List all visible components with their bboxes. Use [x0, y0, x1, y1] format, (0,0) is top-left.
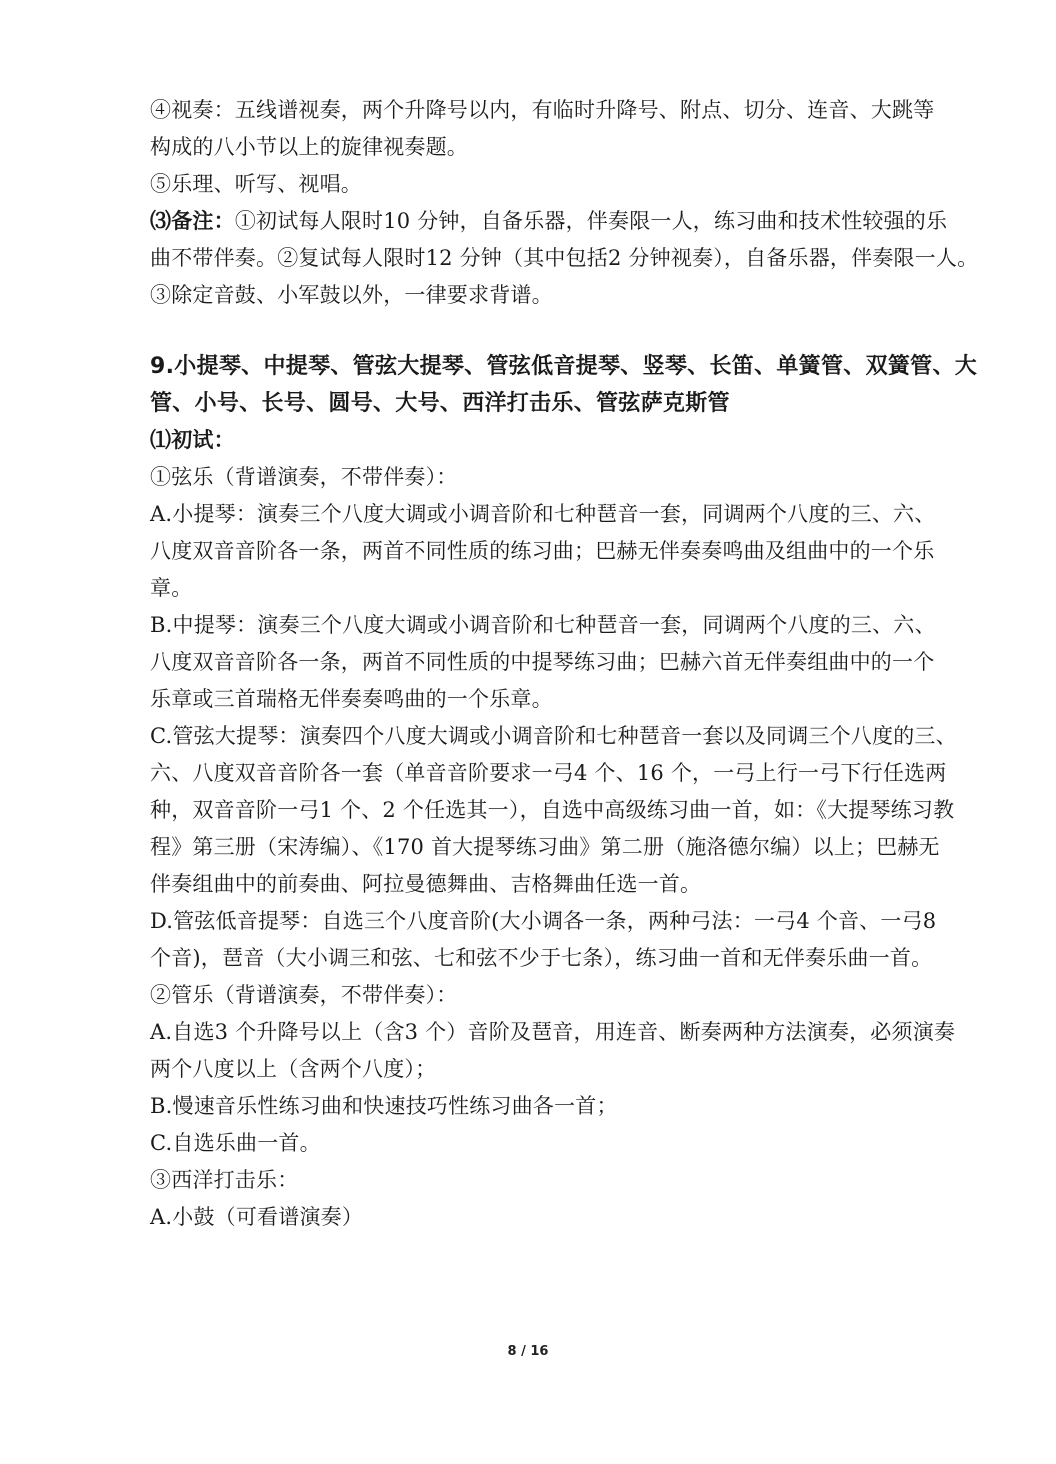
text-line: ③西洋打击乐： [150, 1168, 299, 1192]
text-line: A.小提琴：演奏三个八度大调或小调音阶和七种琶音一套，同调两个八度的三、六、 [150, 502, 936, 526]
page-number: 8 / 16 [507, 1344, 549, 1359]
section-heading: 管、小号、长号、圆号、大号、西洋打击乐、管弦萨克斯管 [150, 391, 730, 416]
text-line: ①弦乐（背谱演奏，不带伴奏）： [150, 465, 458, 489]
text-line: 曲不带伴奏。②复试每人限时12 分钟（其中包括2 分钟视奏），自备乐器，伴奏限一人。 [150, 246, 979, 270]
text-line: 章。 [150, 576, 193, 600]
text-line: 六、八度双音音阶各一套（单音音阶要求一弓4 个、16 个，一弓上行一弓下行任选两 [150, 761, 947, 785]
document-body [150, 92, 979, 1236]
notes-line [150, 203, 948, 240]
text-line: C.管弦大提琴：演奏四个八度大调或小调音阶和七种琶音一套以及同调三个八度的三、 [150, 724, 957, 748]
text-line: D.管弦低音提琴：自选三个八度音阶(大小调各一条，两种弓法：一弓4 个音、一弓8 [150, 909, 937, 933]
text-line: A.自选3 个升降号以上（含3 个）音阶及琶音，用连音、断奏两种方法演奏，必须演奏 [150, 1020, 956, 1044]
text-line: 八度双音音阶各一条，两首不同性质的练习曲；巴赫无伴奏奏鸣曲及组曲中的一个乐 [150, 539, 935, 563]
text-line: A.小鼓（可看谱演奏） [150, 1205, 364, 1229]
text-line: 伴奏组曲中的前奏曲、阿拉曼德舞曲、吉格舞曲任选一首。 [150, 872, 702, 896]
section-heading: 9.小提琴、中提琴、管弦大提琴、管弦低音提琴、竖琴、长笛、单簧管、双簧管、大 [150, 354, 978, 379]
notes-text: ①初试每人限时10 分钟，自备乐器，伴奏限一人，练习曲和技术性较强的乐 [234, 209, 948, 233]
text-line: ②管乐（背谱演奏，不带伴奏）： [150, 983, 458, 1007]
text-line: C.自选乐曲一首。 [150, 1131, 321, 1155]
text-line: 程》第三册（宋涛编）、《170 首大提琴练习曲》第二册（施洛德尔编）以上；巴赫无 [150, 835, 940, 859]
notes-label: ⑶备注： [150, 209, 235, 233]
text-line: 乐章或三首瑞格无伴奏奏鸣曲的一个乐章。 [150, 687, 553, 711]
text-line: ⑤乐理、听写、视唱。 [150, 172, 362, 196]
spacer [150, 314, 910, 348]
text-line: 构成的八小节以上的旋律视奏题。 [150, 135, 468, 159]
text-line: 两个八度以上（含两个八度）； [150, 1057, 437, 1081]
text-line: B.慢速音乐性练习曲和快速技巧性练习曲各一首； [150, 1094, 618, 1118]
subheading: ⑴初试： [150, 428, 235, 452]
text-line: ④视奏：五线谱视奏，两个升降号以内，有临时升降号、附点、切分、连音、大跳等 [150, 98, 935, 122]
text-line: 个音)，琶音（大小调三和弦、七和弦不少于七条），练习曲一首和无伴奏乐曲一首。 [150, 946, 933, 970]
text-line: 八度双音音阶各一条，两首不同性质的中提琴练习曲；巴赫六首无伴奏组曲中的一个 [150, 650, 935, 674]
text-line: B.中提琴：演奏三个八度大调或小调音阶和七种琶音一套，同调两个八度的三、六、 [150, 613, 936, 637]
text-line: ③除定音鼓、小军鼓以外，一律要求背谱。 [150, 283, 553, 307]
text-line: 种，双音音阶一弓1 个、2 个任选其一），自选中高级练习曲一首，如：《大提琴练习教 [150, 798, 955, 822]
